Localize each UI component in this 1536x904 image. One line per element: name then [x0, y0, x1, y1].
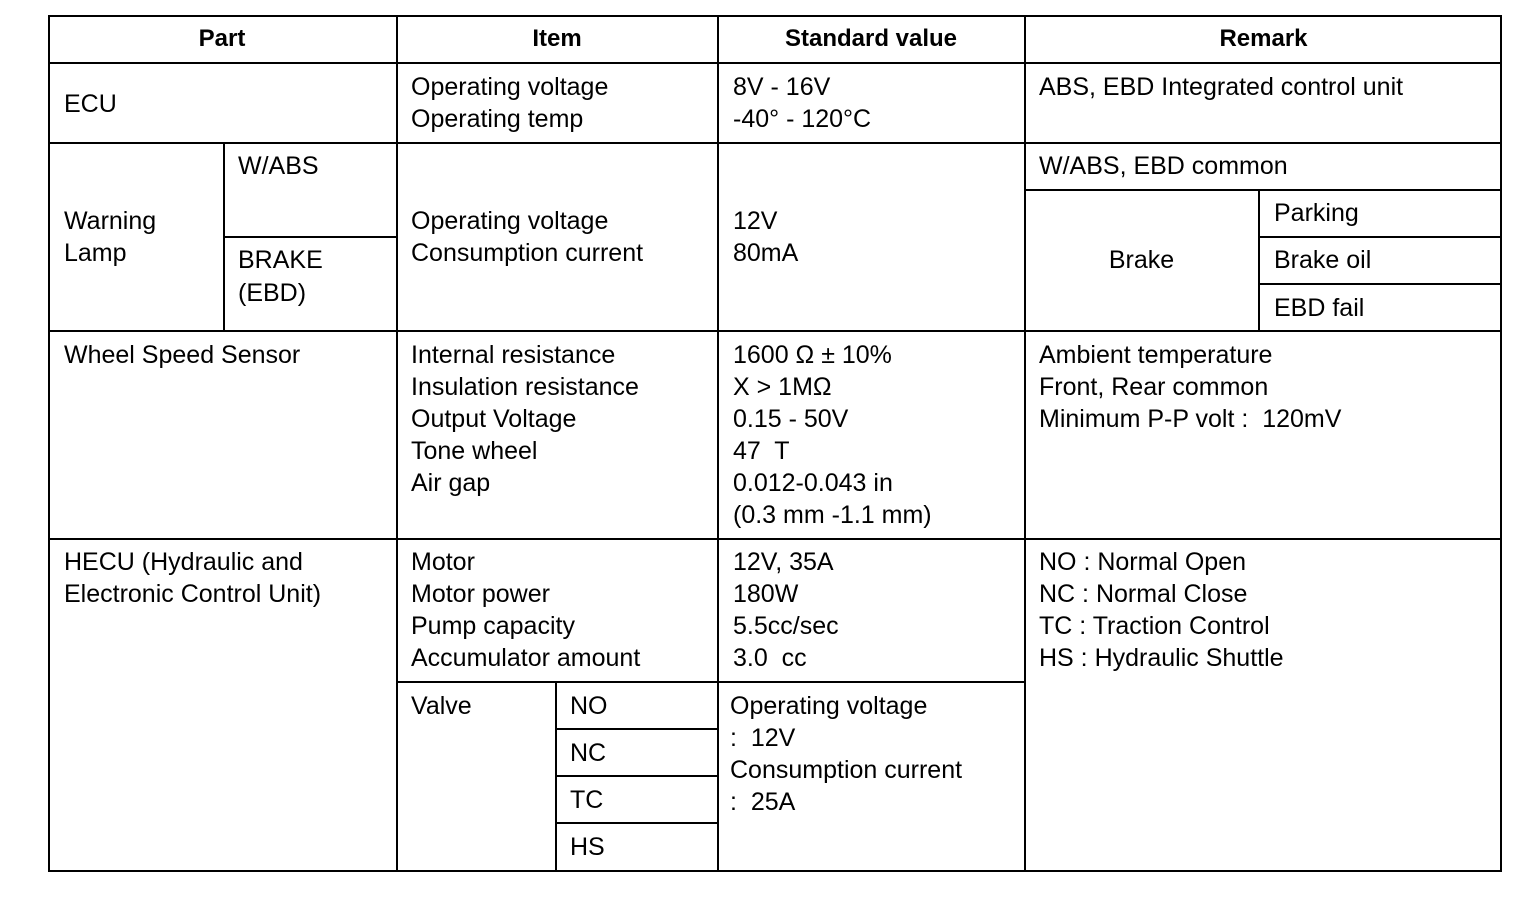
wss-item: Air gap — [411, 469, 491, 497]
col-divider — [717, 15, 719, 872]
ecu-part: ECU — [64, 90, 117, 118]
hecu-item: Motor — [411, 548, 475, 576]
header-divider — [48, 62, 1502, 64]
wss-value: 0.15 - 50V — [733, 405, 849, 433]
header-item: Item — [532, 25, 582, 52]
remark-sub-divider — [1025, 189, 1502, 191]
warning-lamp-part: Warning — [64, 207, 157, 235]
hecu-item: Pump capacity — [411, 612, 575, 640]
remark-sub-divider — [1259, 283, 1502, 285]
hecu-value: 12V, 35A — [733, 548, 834, 576]
hecu-value: 180W — [733, 580, 799, 608]
wss-remark: Front, Rear common — [1039, 373, 1269, 401]
wss-item: Tone wheel — [411, 437, 538, 465]
ecu-value: -40° - 120°C — [733, 105, 872, 133]
valve-sub-divider — [556, 728, 717, 730]
warning-lamp-item: Consumption current — [411, 239, 644, 267]
hecu-value: 3.0 cc — [733, 644, 807, 672]
brake-remark-item: EBD fail — [1274, 294, 1365, 322]
header-part: Part — [198, 25, 246, 52]
col-divider — [1024, 15, 1026, 872]
ecu-item: Operating temp — [411, 105, 584, 133]
valve-sub-divider — [556, 822, 717, 824]
wss-remark: Minimum P-P volt : 120mV — [1039, 405, 1342, 433]
header-remark: Remark — [1219, 25, 1308, 52]
hecu-item: Motor power — [411, 580, 550, 608]
hecu-part: Electronic Control Unit) — [64, 580, 322, 608]
wss-remark: Ambient temperature — [1039, 341, 1273, 369]
warning-lamp-sub-brake: BRAKE — [238, 246, 323, 274]
warning-lamp-remark-common: W/ABS, EBD common — [1039, 152, 1288, 180]
valve-value: Consumption current — [730, 756, 963, 784]
warning-lamp-value: 80mA — [733, 239, 799, 267]
hecu-remark: NO : Normal Open — [1039, 548, 1247, 576]
hecu-value: 5.5cc/sec — [733, 612, 839, 640]
brake-remark-item: Brake oil — [1274, 246, 1372, 274]
valve-type: NO — [570, 692, 608, 720]
valve-label: Valve — [411, 692, 472, 720]
ecu-remark: ABS, EBD Integrated control unit — [1039, 73, 1404, 101]
valve-sub-divider — [556, 775, 717, 777]
wss-item: Internal resistance — [411, 341, 616, 369]
hecu-part: HECU (Hydraulic and — [64, 548, 303, 576]
warning-lamp-part: Lamp — [64, 239, 127, 267]
warning-lamp-item: Operating voltage — [411, 207, 609, 235]
lamp-sub-divider — [224, 236, 397, 238]
hecu-remark: NC : Normal Close — [1039, 580, 1248, 608]
valve-col-divider — [555, 681, 557, 872]
remark-sub-divider — [1259, 236, 1502, 238]
header-standard-value: Standard value — [784, 25, 958, 52]
row-divider — [48, 142, 1502, 144]
valve-value: : 25A — [730, 788, 796, 816]
warning-lamp-remark-brake: Brake — [1108, 246, 1175, 274]
valve-divider — [397, 681, 1025, 683]
wss-value: 47 T — [733, 437, 790, 465]
wss-item: Output Voltage — [411, 405, 577, 433]
hecu-remark: HS : Hydraulic Shuttle — [1039, 644, 1284, 672]
ecu-item: Operating voltage — [411, 73, 609, 101]
valve-type: TC — [570, 786, 604, 814]
brake-remark-item: Parking — [1274, 199, 1359, 227]
wss-value: 1600 Ω ± 10% — [733, 341, 892, 369]
hecu-remark: TC : Traction Control — [1039, 612, 1270, 640]
wss-part: Wheel Speed Sensor — [64, 341, 301, 369]
warning-lamp-sub-abs: W/ABS — [238, 152, 319, 180]
valve-type: HS — [570, 833, 605, 861]
row-divider — [48, 538, 1502, 540]
wss-item: Insulation resistance — [411, 373, 639, 401]
lamp-col-divider — [223, 142, 225, 330]
wss-value: X > 1MΩ — [733, 373, 832, 401]
wss-value: (0.3 mm -1.1 mm) — [733, 501, 932, 529]
valve-type: NC — [570, 739, 607, 767]
row-divider — [48, 330, 1502, 332]
wss-value: 0.012-0.043 in — [733, 469, 893, 497]
valve-value: Operating voltage — [730, 692, 928, 720]
spec-table — [48, 15, 1502, 872]
warning-lamp-value: 12V — [733, 207, 778, 235]
brake-col-divider — [1258, 189, 1260, 330]
valve-value: : 12V — [730, 724, 796, 752]
hecu-item: Accumulator amount — [411, 644, 641, 672]
col-divider — [396, 15, 398, 872]
warning-lamp-sub-brake: (EBD) — [238, 279, 307, 307]
ecu-value: 8V - 16V — [733, 73, 831, 101]
